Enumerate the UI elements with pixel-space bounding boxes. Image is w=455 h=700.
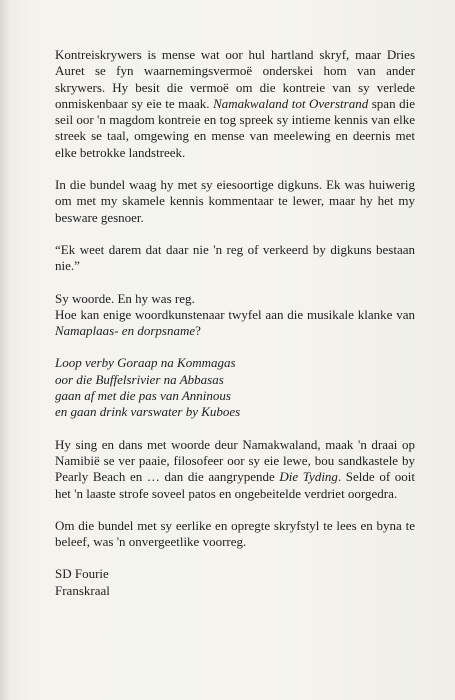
poem-line: gaan af met die pas van Anninous — [55, 388, 231, 404]
book-title-namakwaland: Namakwaland tot Overstrand — [213, 95, 369, 111]
paragraph-intro-text-b: span die seil oor 'n magdom kontreie en tog spreek sy intieme kennis van elke streek se taal, omgewing en mense van meelewing en deernis met elke betrokke landstreek. — [55, 95, 415, 160]
paragraph-namakwaland-text-a: Hy sing en dans met woorde deur Namakwaland, maak 'n draai op Namibië se ver paaie, filosofeer oor sy eie lewe, bou sandkastele by Pearly Beach en … dan die aangrypende — [55, 436, 415, 485]
poem-title-die-tyding: Die Tyding — [279, 469, 338, 485]
phrase-namaplaas: Namaplaas- en dorpsname — [55, 323, 196, 339]
paragraph-namakwaland — [55, 437, 415, 502]
paragraph-quote: “Ek weet darem dat daar nie 'n reg of verkeerd by digkuns bestaan nie.” — [55, 241, 415, 274]
page-gutter-shadow — [0, 0, 10, 700]
signature-name: SD Fourie — [55, 566, 109, 582]
signature-place: Franskraal — [55, 582, 110, 598]
paragraph-namakwaland-text-b: . Selde of ooit het 'n laaste strofe soveel patos en ongebeitelde verdriet oorgedra. — [55, 469, 415, 501]
paragraph-sy-woorde: Sy woorde. En hy was reg. — [55, 290, 195, 306]
paragraph-musikale-text-a: Hoe kan enige woordkunstenaar twyfel aan die musikale klanke van — [55, 306, 415, 322]
poem-line: en gaan drink varswater by Kuboes — [55, 404, 241, 420]
poem-line: oor die Buffelsrivier na Abbasas — [55, 371, 224, 387]
poem-line: Loop verby Goraap na Kommagas — [55, 355, 236, 371]
poem-excerpt — [55, 355, 415, 420]
paragraph-digkuns: In die bundel waag hy met sy eiesoortige digkuns. Ek was huiwerig om met my skamele kennis kommentaar te lewer, maar hy het my besware gesnoer. — [55, 177, 415, 225]
paragraph-intro-text-a: Kontreiskrywers is mense wat oor hul hartland skryf, maar Dries Auret se fyn waarnemingsvermoë onderskei hom van ander skrywers. Hy besit die vermoë om die kontreie van sy verlede onmiskenbaar sy eie te maak. — [55, 47, 415, 111]
paragraph-intro — [55, 47, 415, 161]
paragraph-musikale-text-b: ? — [195, 323, 201, 339]
page-text — [55, 47, 415, 599]
paragraph-musikale-klanke — [55, 307, 415, 340]
signature-block — [55, 566, 415, 599]
paragraph-closing: Om die bundel met sy eerlike en opregte skryfstyl te lees en byna te beleef, was 'n onvergeetlike voorreg. — [55, 517, 415, 550]
